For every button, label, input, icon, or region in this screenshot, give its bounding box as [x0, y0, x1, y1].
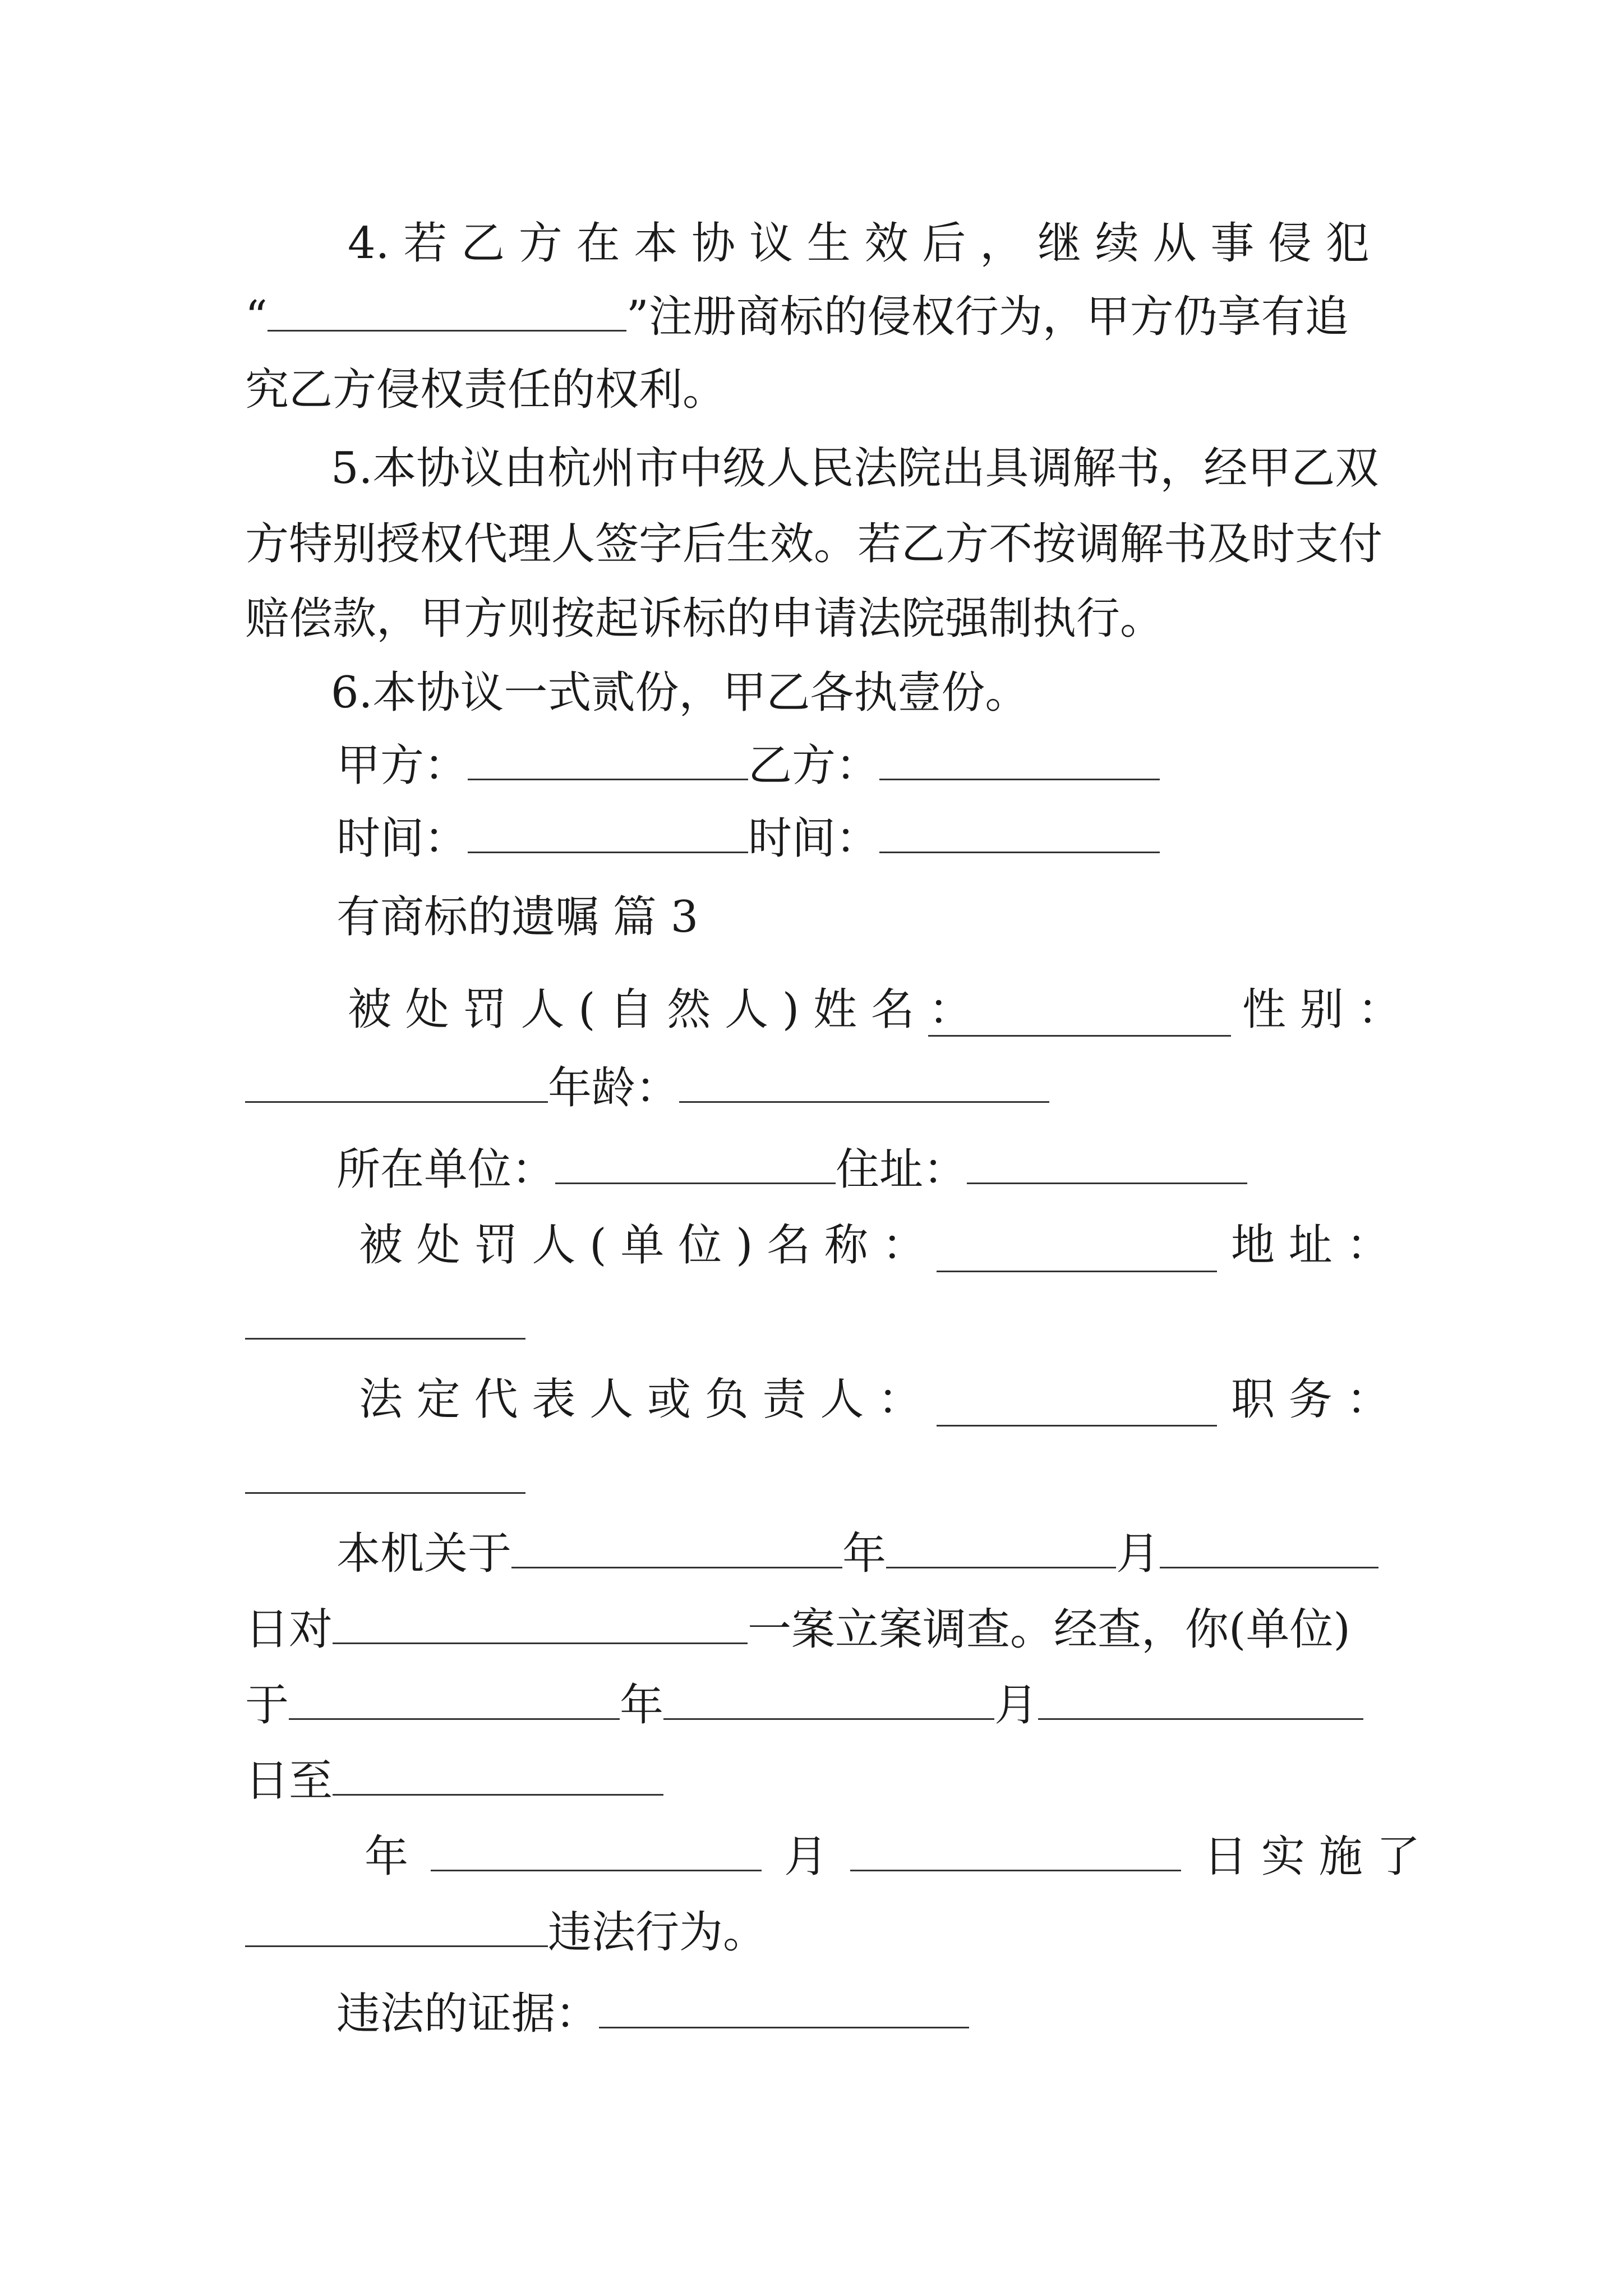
- para4-line2-text: ”注册商标的侵权行为，甲方仍享有追: [626, 292, 1349, 342]
- para5-line3: [245, 588, 1164, 650]
- year-label: 年: [842, 1529, 887, 1579]
- evidence-blank: [599, 1987, 969, 2028]
- body-line1: [336, 1523, 1378, 1585]
- time-a-label: 时间：: [336, 813, 468, 864]
- para6-line: [331, 662, 1029, 724]
- address-label: 住址：: [836, 1144, 967, 1195]
- legal-rep-label: 法 定 代 表 人 或 负 责 人 ：: [359, 1374, 922, 1425]
- para5-line1: [331, 438, 1378, 499]
- day-until-text: 日至: [245, 1756, 333, 1806]
- party-a-label: 甲方：: [336, 740, 468, 791]
- party-b-blank: [879, 739, 1160, 780]
- time-b-blank: [879, 812, 1160, 853]
- org-address-blank: [245, 1299, 525, 1340]
- address-blank: [967, 1143, 1247, 1184]
- line5-month-blank: [431, 1830, 762, 1871]
- line5-day-blank: [850, 1830, 1181, 1871]
- para5-line2: [245, 513, 1382, 575]
- body-line5: [365, 1826, 1420, 1888]
- para4-line1-text: 4. 若 乙 方 在 本 协 议 生 效 后 ， 继 续 从 事 侵 犯: [348, 218, 1370, 269]
- party-a-blank: [468, 739, 748, 780]
- gender-label-wrap: [1242, 979, 1401, 1041]
- sign-time-line: [336, 808, 1160, 869]
- yu-text: 于: [245, 1680, 289, 1731]
- body-month-blank: [886, 1527, 1116, 1568]
- implemented-text: 日 实 施 了: [1204, 1832, 1421, 1882]
- evidence-line: [336, 1983, 969, 2045]
- unit-label: 所在单位：: [336, 1144, 556, 1195]
- para4-line2: [245, 286, 1349, 348]
- para5-line3-text: 赔偿款，甲方则按起诉标的申请法院强制执行。: [245, 593, 1164, 644]
- org-address-label: 地 址 ：: [1231, 1220, 1390, 1271]
- yu-month-blank: [663, 1679, 994, 1720]
- age-line: [245, 1057, 1049, 1119]
- age-label: 年龄：: [548, 1063, 680, 1114]
- yu-year-blank: [289, 1679, 620, 1720]
- month-label-2: 月: [994, 1680, 1039, 1731]
- org-address-label-wrap: [1231, 1214, 1390, 1276]
- case-blank: [333, 1603, 748, 1644]
- violation-text: 违法行为。: [548, 1907, 767, 1958]
- month-label: 月: [1116, 1529, 1160, 1579]
- day-until-blank: [333, 1755, 663, 1796]
- month2-label: 月: [784, 1832, 828, 1882]
- unit-blank: [555, 1143, 836, 1184]
- body-day-blank: [1160, 1527, 1378, 1568]
- case-text: 一案立案调查。经查，你(单位): [748, 1604, 1350, 1655]
- person-name-line: [348, 979, 972, 1041]
- position-blank: [245, 1453, 525, 1494]
- body-start-text: 本机关于: [336, 1529, 512, 1579]
- violation-blank: [245, 1906, 548, 1947]
- legal-rep-blank: [937, 1386, 1217, 1427]
- para5-line2-text: 方特别授权代理人签字后生效。若乙方不按调解书及时支付: [245, 519, 1383, 569]
- sign-party-line: [336, 735, 1160, 797]
- para4-line3: [245, 359, 726, 421]
- time-b-label: 时间：: [748, 813, 880, 864]
- body-line6: [245, 1902, 767, 1963]
- trademark-blank: [268, 291, 626, 332]
- para4-line3-text: 究乙方侵权责任的权利。: [245, 365, 727, 415]
- gender-label: 性 别 ：: [1242, 984, 1401, 1035]
- org-name-blank: [937, 1231, 1217, 1272]
- day-to-text: 日对: [245, 1604, 333, 1655]
- para5-line1-text: 5.本协议由杭州市中级人民法院出具调解书，经甲乙双: [331, 443, 1379, 494]
- evidence-label: 违法的证据：: [336, 1989, 600, 2039]
- position-label-wrap: [1231, 1369, 1390, 1430]
- gender-blank: [245, 1062, 548, 1103]
- yu-day-blank: [1038, 1679, 1363, 1720]
- time-a-blank: [468, 812, 748, 853]
- body-year-blank: [511, 1527, 842, 1568]
- body-line4: [245, 1750, 663, 1812]
- open-quote: “: [245, 292, 268, 342]
- person-name-blank: [928, 996, 1231, 1037]
- org-name-label: 被 处 罚 人 ( 单 位 ) 名 称 ：: [359, 1220, 926, 1271]
- age-blank: [679, 1062, 1049, 1103]
- heading-text: 有商标的遗嘱 篇 3: [336, 892, 699, 942]
- unit-line: [336, 1139, 1247, 1200]
- legal-rep-line: [359, 1369, 921, 1430]
- year2-label: 年: [365, 1832, 409, 1882]
- org-name-line: [359, 1214, 926, 1276]
- para4-line1: [348, 213, 1370, 274]
- position-label: 职 务 ：: [1231, 1374, 1390, 1425]
- body-line2: [245, 1599, 1350, 1660]
- para6-text: 6.本协议一式贰份，甲乙各执壹份。: [331, 668, 1029, 718]
- year-label-2: 年: [620, 1680, 664, 1731]
- person-name-label: 被 处 罚 人 ( 自 然 人 ) 姓 名 ：: [348, 984, 972, 1035]
- body-line3: [245, 1674, 1363, 1736]
- section-heading: [336, 886, 698, 948]
- party-b-label: 乙方：: [748, 740, 880, 791]
